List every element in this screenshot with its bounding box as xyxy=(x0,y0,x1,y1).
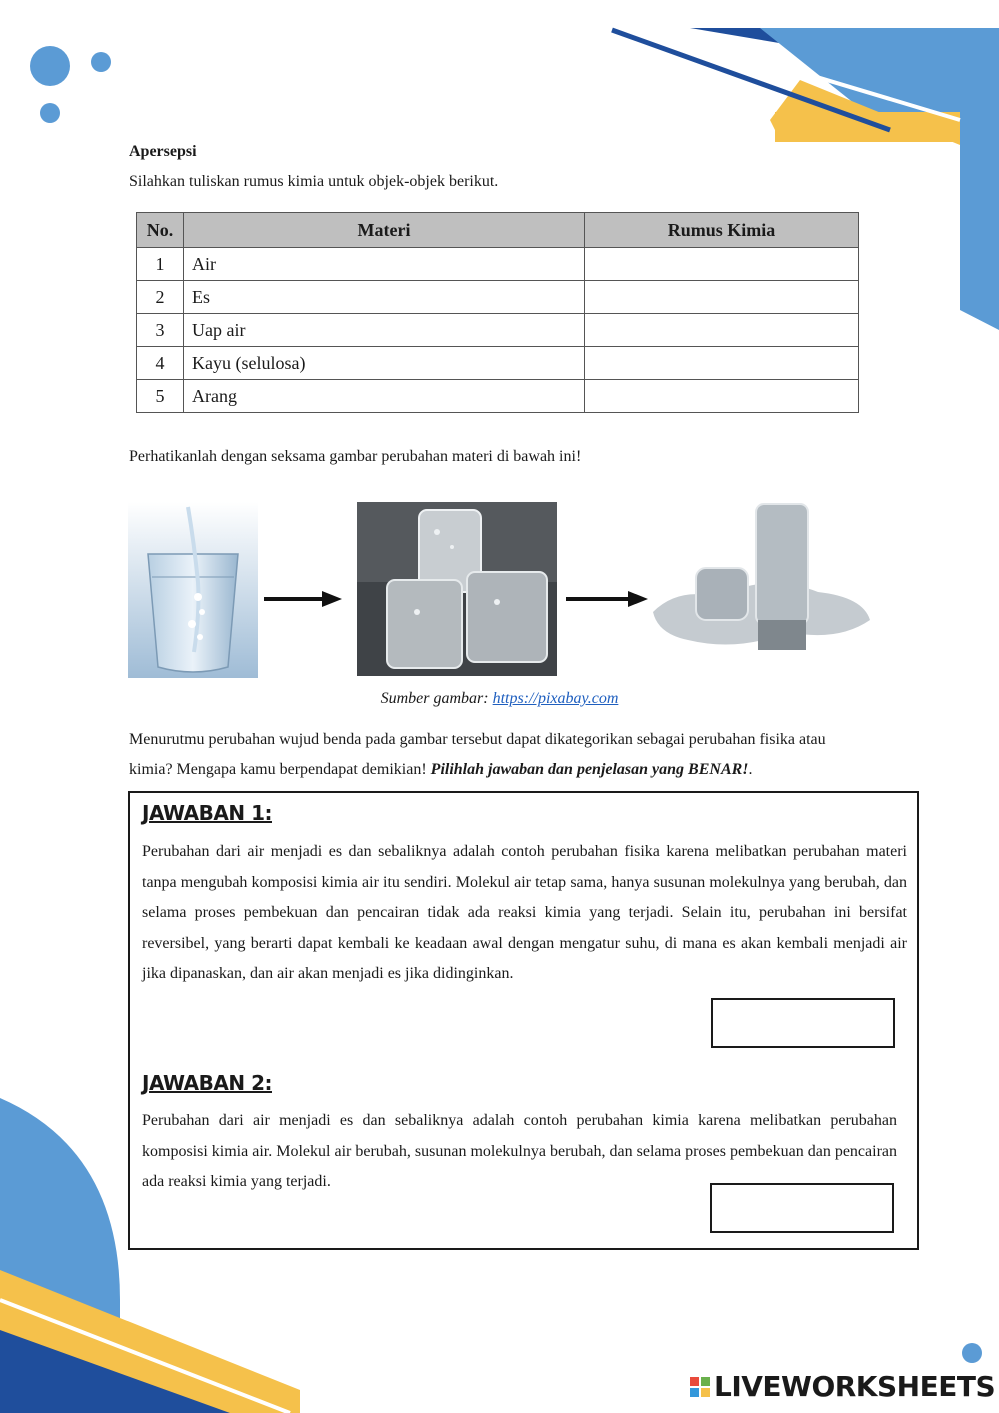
observe-instruction: Perhatikanlah dengan seksama gambar perubahan materi di bawah ini! xyxy=(129,448,582,465)
header-rumus: Rumus Kimia xyxy=(585,213,859,248)
row-materi: Arang xyxy=(184,380,585,413)
ice-cubes-image xyxy=(357,502,557,676)
instruction-text: Silahkan tuliskan rumus kimia untuk objek-objek berikut. xyxy=(129,173,499,190)
question-emphasis: Pilihlah jawaban dan penjelasan yang BENAR! xyxy=(430,761,749,778)
header-materi: Materi xyxy=(184,213,585,248)
answer-2-select-box[interactable] xyxy=(710,1183,894,1233)
deco-top-right-yellow-band xyxy=(775,112,960,142)
row-number: 1 xyxy=(137,248,184,281)
table-row xyxy=(137,248,859,281)
question-line-2 xyxy=(129,761,909,779)
row-number: 3 xyxy=(137,314,184,347)
row-number: 2 xyxy=(137,281,184,314)
row-number: 4 xyxy=(137,347,184,380)
image-source xyxy=(0,690,999,708)
deco-dot-large xyxy=(30,46,70,86)
deco-dot-small xyxy=(91,52,111,72)
answer-1-title: JAWABAN 1: xyxy=(142,801,272,825)
row-materi: Es xyxy=(184,281,585,314)
formula-answer-cell[interactable] xyxy=(585,314,859,347)
arrow-right-icon xyxy=(262,588,344,610)
chemical-formula-table xyxy=(136,212,859,413)
answer-2-title: JAWABAN 2: xyxy=(142,1071,272,1095)
row-materi: Uap air xyxy=(184,314,585,347)
row-materi: Kayu (selulosa) xyxy=(184,347,585,380)
melting-ice-image xyxy=(648,502,873,662)
liveworksheets-logo-icon xyxy=(690,1377,710,1397)
deco-dot-small xyxy=(962,1343,982,1363)
header-no: No. xyxy=(137,213,184,248)
formula-answer-cell[interactable] xyxy=(585,248,859,281)
row-number: 5 xyxy=(137,380,184,413)
question-end: . xyxy=(748,761,753,778)
table-row xyxy=(137,347,859,380)
question-line-1: Menurutmu perubahan wujud benda pada gambar tersebut dapat dikategorikan sebagai perubahan fisika atau xyxy=(129,731,826,748)
liveworksheets-brand xyxy=(690,1370,995,1403)
answer-2-body: Perubahan dari air menjadi es dan sebaliknya adalah contoh perubahan kimia karena melibatkan perubahan komposisi kimia air. Molekul air berubah, susunan molekulnya berubah, dan selama proses pembekuan dan pencairan ada reaksi kimia yang terjadi. xyxy=(142,1112,897,1190)
formula-answer-cell[interactable] xyxy=(585,380,859,413)
deco-dot-small xyxy=(40,103,60,123)
formula-answer-cell[interactable] xyxy=(585,347,859,380)
table-row xyxy=(137,380,859,413)
water-glass-image xyxy=(128,502,258,678)
answers-box xyxy=(128,791,919,1250)
table-row xyxy=(137,314,859,347)
answer-1-body: Perubahan dari air menjadi es dan sebaliknya adalah contoh perubahan fisika karena melibatkan perubahan materi tanpa mengubah komposisi kimia air itu sendiri. Molekul air tetap sama, hanya susunan molekulnya yang berubah, dan selama proses pembekuan dan pencairan tidak ada reaksi kimia yang terjadi. Selain itu, perubahan ini bersifat reversibel, yang berarti dapat kembali ke keadaan awal dengan mengatur suhu, di mana es akan kembali menjadi air jika dipanaskan, dan air akan menjadi es jika didinginkan. xyxy=(142,843,907,982)
answer-1-select-box[interactable] xyxy=(711,998,895,1048)
brand-name: LIVEWORKSHEETS xyxy=(714,1370,996,1403)
row-materi: Air xyxy=(184,248,585,281)
question-text: kimia? Mengapa kamu berpendapat demikian! xyxy=(129,761,427,778)
section-title: Apersepsi xyxy=(129,143,197,160)
source-link[interactable]: https://pixabay.com xyxy=(492,690,619,707)
source-label: Sumber gambar: xyxy=(380,690,489,707)
formula-answer-cell[interactable] xyxy=(585,281,859,314)
table-row xyxy=(137,281,859,314)
table-header-row xyxy=(137,213,859,248)
arrow-right-icon xyxy=(564,588,650,610)
